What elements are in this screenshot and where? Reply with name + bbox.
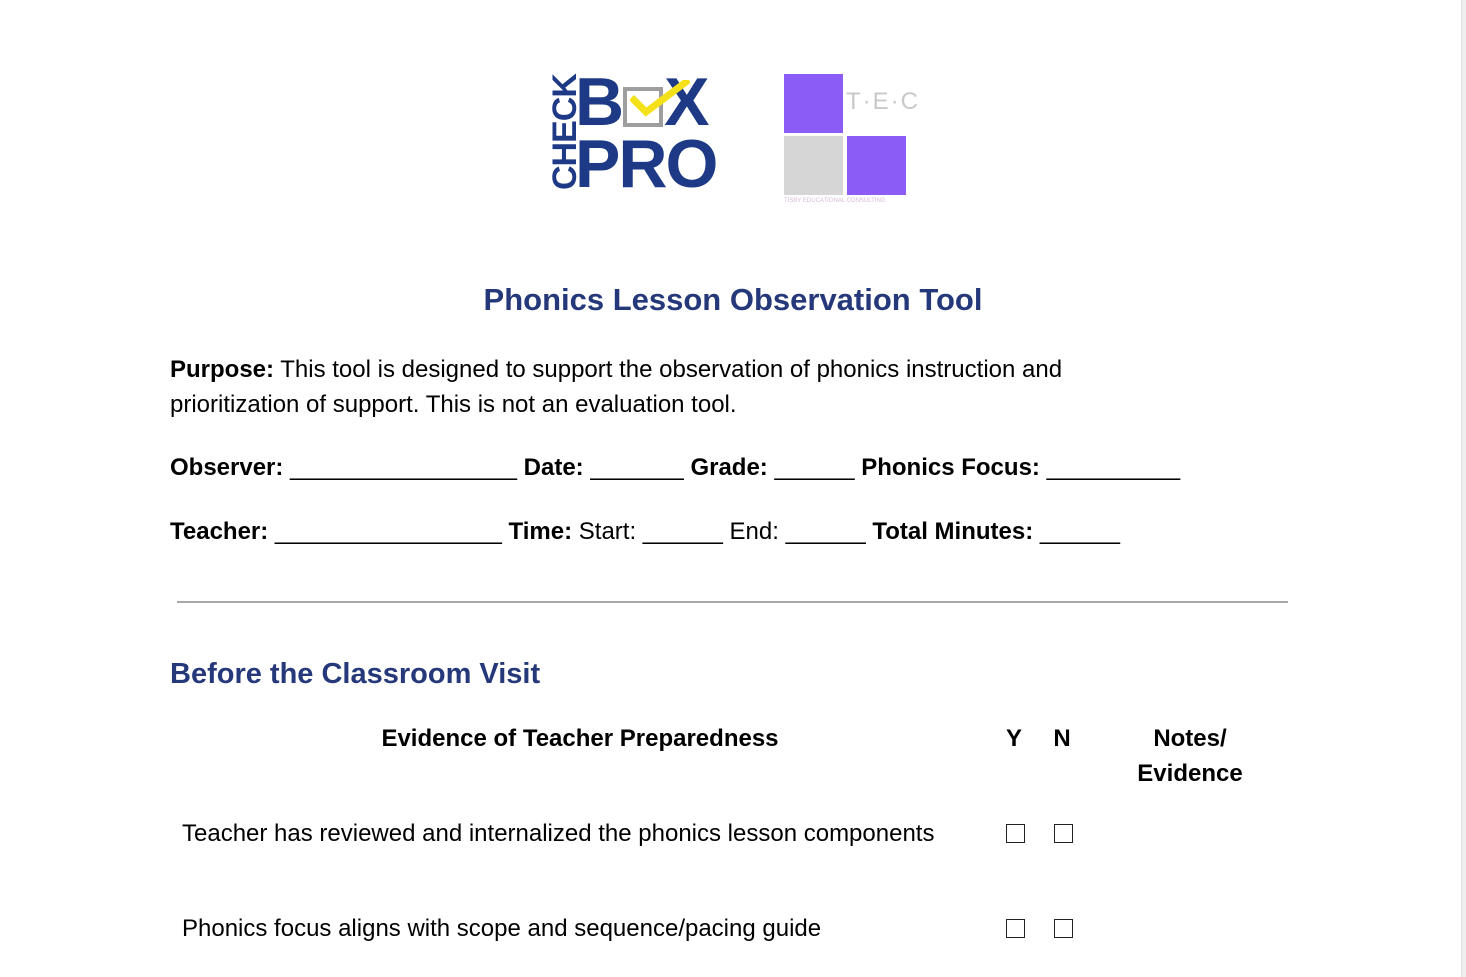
checkbox-no-row-1[interactable] xyxy=(1054,824,1073,843)
column-header-evidence: Evidence of Teacher Preparedness xyxy=(381,725,779,752)
column-header-yes: Y xyxy=(1005,725,1022,752)
grade-label: Grade: xyxy=(690,454,768,481)
teacher-fields-line xyxy=(170,518,1120,546)
section-heading: Before the Classroom Visit xyxy=(170,658,541,690)
checkbox-no-row-2[interactable] xyxy=(1054,919,1073,938)
date-label: Date: xyxy=(523,454,584,481)
total-minutes-label: Total Minutes: xyxy=(872,518,1034,545)
tec-letters: T·E·C xyxy=(846,88,920,115)
checkbox-pro-logo xyxy=(546,64,738,202)
tec-square-purple-bottom xyxy=(847,136,906,195)
logo-pro-text: PRO xyxy=(575,126,717,202)
document-title: Phonics Lesson Observation Tool xyxy=(483,282,983,317)
horizontal-divider xyxy=(177,601,1288,603)
page-edge xyxy=(1461,0,1466,977)
tec-caption: TISBY EDUCATIONAL CONSULTING xyxy=(784,198,886,204)
checklist-item-text: Phonics focus aligns with scope and sequence/pacing guide xyxy=(182,915,822,942)
date-blank[interactable]: _______ xyxy=(583,454,691,481)
phonics-focus-label: Phonics Focus: xyxy=(861,454,1040,481)
observer-label: Observer: xyxy=(170,454,284,481)
logo-checkmark-icon xyxy=(630,80,690,120)
end-time-blank[interactable]: End: ______ xyxy=(729,518,873,545)
observer-blank[interactable]: _________________ xyxy=(283,454,524,481)
purpose-text: This tool is designed to support the observation of phonics instruction and prioritization of support. This is not an evaluation tool. xyxy=(170,356,1063,418)
observer-fields-line xyxy=(170,454,1180,482)
teacher-label: Teacher: xyxy=(170,518,269,545)
tec-square-gray xyxy=(784,136,843,195)
column-header-notes: Notes/ Evidence xyxy=(1137,725,1243,787)
logo-box-x: X xyxy=(664,64,708,140)
teacher-blank[interactable]: _________________ xyxy=(268,518,509,545)
tec-square-purple-top xyxy=(784,74,843,133)
grade-blank[interactable]: ______ xyxy=(767,454,862,481)
time-label: Time: xyxy=(508,518,573,545)
phonics-focus-blank[interactable]: __________ xyxy=(1039,454,1181,481)
logo-check-text: CHECK xyxy=(546,74,584,190)
checkbox-yes-row-1[interactable] xyxy=(1006,824,1025,843)
checklist-item-text: Teacher has reviewed and internalized the phonics lesson components xyxy=(182,820,935,847)
column-header-no: N xyxy=(1053,725,1071,752)
logo-box-b: B xyxy=(575,64,623,140)
start-time-blank[interactable]: Start: ______ xyxy=(572,518,730,545)
purpose-paragraph xyxy=(170,352,1170,422)
purpose-label: Purpose: xyxy=(170,356,275,383)
tec-logo xyxy=(784,74,920,208)
checkbox-yes-row-2[interactable] xyxy=(1006,919,1025,938)
total-minutes-blank[interactable]: ______ xyxy=(1033,518,1120,545)
